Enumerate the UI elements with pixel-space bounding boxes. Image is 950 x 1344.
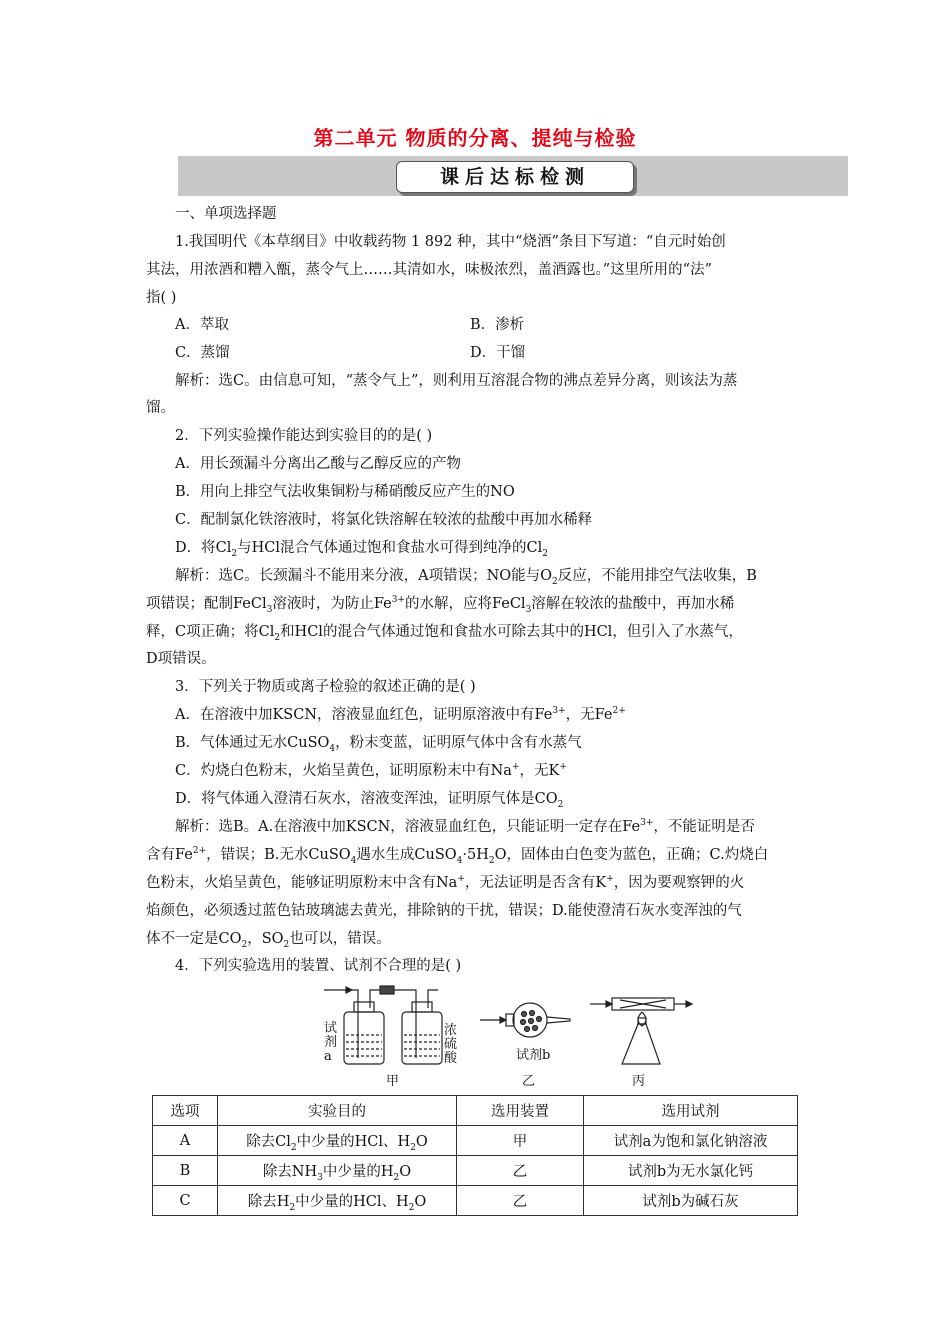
q1-line-2: 其法，用浓酒和糟入甑，蒸令气上……其清如水，味极浓烈，盖酒露也。”这里所用的“法” — [146, 262, 712, 278]
table-row — [153, 1156, 798, 1186]
row-option: A — [153, 1126, 218, 1156]
row-reagent: 试剂b为碱石灰 — [584, 1186, 798, 1216]
q2-option-b: B．用向上排空气法收集铜粉与稀硝酸反应产生的NO — [175, 484, 515, 500]
q1-line-1: 1.我国明代《本草纲目》中收载药物 1 892 种，其中“烧酒”条目下写道：“自元时始创 — [175, 234, 726, 250]
options-table — [152, 1095, 798, 1216]
row-device: 乙 — [457, 1186, 584, 1216]
q4-stem: 4．下列实验选用的装置、试剂不合理的是( ) — [175, 958, 462, 974]
banner-label: 课后达标检测 — [396, 161, 634, 193]
q1-answer-line-1: 解析：选C。由信息可知，“蒸令气上”，则利用互溶混合物的沸点差异分离，则该法为蒸 — [175, 373, 738, 389]
label-reagent-b: 试剂b — [516, 1048, 551, 1063]
table-row — [153, 1186, 798, 1216]
label-reagent-a: 试剂a — [324, 1021, 338, 1064]
q2-stem: 2．下列实验操作能达到实验目的的是( ) — [175, 428, 433, 444]
row-device: 乙 — [457, 1156, 584, 1186]
header-goal: 实验目的 — [218, 1096, 457, 1126]
q3-answer-line-3: 色粉末，火焰呈黄色，能够证明原粉末中含有Na+，无法证明是否含有K+，因为要观察钾的火 — [146, 874, 745, 891]
q3-answer-line-1: 解析：选B。A.在溶液中加KSCN，溶液显血红色，只能证明一定存在$Fe^{3+}$，不能证明是否 — [175, 818, 755, 835]
q3-option-b: B．气体通过无水CuSO$_4$，粉末变蓝，证明原气体中含有水蒸气 — [175, 735, 582, 754]
q3-answer-line-5: 体不一定是$CO_2$，$SO_2$也可以，错误。 — [146, 931, 391, 950]
q3-option-a: A．在溶液中加KSCN，溶液显血红色，证明原溶液中有$Fe^{3+}$，无$Fe^{2+}$ — [175, 706, 626, 723]
row-reagent: 试剂b为无水氯化钙 — [584, 1156, 798, 1186]
caption-jia: 甲 — [386, 1074, 400, 1089]
row-goal: 除去$Cl_2$中少量的HCl、$H_2O$ — [218, 1126, 457, 1156]
table-header-row — [153, 1096, 798, 1126]
section-heading: 一、单项选择题 — [175, 206, 277, 222]
q2-answer-line-3: 释，C项正确；将$Cl_2$和HCl的混合气体通过饱和食盐水可除去其中的HCl，但引入了水蒸气， — [146, 624, 743, 643]
q3-option-c: C．灼烧白色粉末，火焰呈黄色，证明原粉末中有Na+，无K+ — [175, 762, 567, 779]
q1-option-c: C．蒸馏 — [175, 345, 230, 361]
header-device: 选用装置 — [457, 1096, 584, 1126]
q2-answer-line-1: 解析：选C。长颈漏斗不能用来分液，A项错误；NO能与$O_2$反应，不能用排空气法收集，B — [175, 568, 757, 587]
row-option: C — [153, 1186, 218, 1216]
q1-option-b: B．渗析 — [470, 317, 525, 333]
caption-yi: 乙 — [522, 1074, 536, 1089]
q2-option-c: C．配制氯化铁溶液时，将氯化铁溶解在较浓的盐酸中再加水稀释 — [175, 512, 593, 528]
row-goal: 除去$H_2$中少量的HCl、$H_2O$ — [218, 1186, 457, 1216]
apparatus-figure — [320, 980, 700, 1088]
q2-option-a: A．用长颈漏斗分离出乙酸与乙醇反应的产物 — [175, 456, 461, 472]
q1-line-3: 指( ) — [146, 290, 177, 306]
q3-answer-line-4: 焰颜色，必须透过蓝色钴玻璃滤去黄光，排除钠的干扰，错误；D.能使澄清石灰水变浑浊的气 — [146, 903, 742, 919]
q2-answer-line-2: 项错误；配制FeCl$_3$溶液时，为防止$Fe^{3+}$的水解，应将FeCl$_3$溶解在较浓的盐酸中，再加水稀 — [146, 595, 735, 615]
q1-answer-line-2: 馏。 — [146, 400, 175, 416]
row-goal: 除去$NH_3$中少量的$H_2O$ — [218, 1156, 457, 1186]
label-conc-sulfuric-acid: 浓硫酸 — [444, 1023, 458, 1066]
q3-stem: 3．下列关于物质或离子检验的叙述正确的是( ) — [175, 679, 476, 695]
q1-option-a: A．萃取 — [175, 317, 229, 333]
q3-answer-line-2: 含有$Fe^{2+}$，错误；B.无水CuSO$_4$遇水生成$CuSO_4\cdot 5H_2O$，固体由白色变为蓝色，正确；C.灼烧白 — [146, 846, 769, 866]
q1-option-d: D．干馏 — [470, 345, 526, 361]
caption-bing: 丙 — [632, 1074, 646, 1089]
row-device: 甲 — [457, 1126, 584, 1156]
row-reagent: 试剂a为饱和氯化钠溶液 — [584, 1126, 798, 1156]
table-row — [153, 1126, 798, 1156]
q3-option-d: D．将气体通入澄清石灰水，溶液变浑浊，证明原气体是$CO_2$ — [175, 791, 564, 810]
page-title: 第二单元 物质的分离、提纯与检验 — [313, 126, 637, 150]
header-option: 选项 — [153, 1096, 218, 1126]
q2-answer-line-4: D项错误。 — [146, 651, 216, 667]
header-reagent: 选用试剂 — [584, 1096, 798, 1126]
row-option: B — [153, 1156, 218, 1186]
q2-option-d: D．将$Cl_2$与HCl混合气体通过饱和食盐水可得到纯净的$Cl_2$ — [175, 540, 548, 559]
